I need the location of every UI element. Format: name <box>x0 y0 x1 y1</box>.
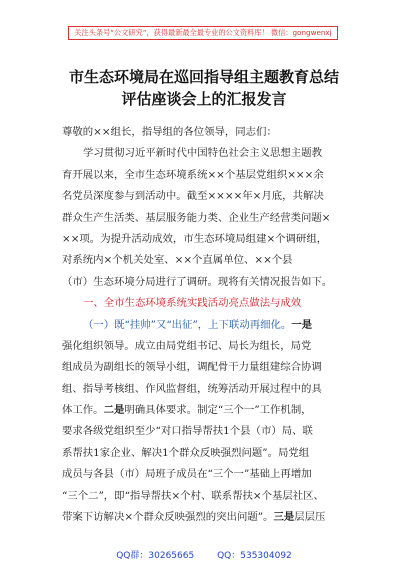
para2-line <box>62 507 354 528</box>
para2-text: 要求各级党组织至少“对口指导帮扶1个县（市）局、联 <box>62 425 313 438</box>
para2-line <box>62 336 354 357</box>
para2-line <box>62 443 354 464</box>
para2-line <box>62 379 354 400</box>
promo-banner: 关注头条号“公文研究”，获得最新最全最专业的公文资料库！ 微信：gongwenxj <box>68 26 338 40</box>
qq-number: QQ：535304092 <box>217 551 292 561</box>
para2-line <box>62 464 354 485</box>
point-marker: 三是 <box>273 511 295 524</box>
document-body <box>62 122 354 528</box>
para2-text: 强化组织领导。成立由局党组书记、局长为组长，局党 <box>62 339 312 352</box>
para1-line: 学习贯彻习近平新时代中国特色社会主义思想主题教 <box>83 147 322 160</box>
para2-line <box>62 400 354 421</box>
para1-line: 名党员深度参与到活动中。截至××××年×月底，共解决 <box>62 190 324 203</box>
para2-text: 层层压 <box>294 511 326 524</box>
para1-line: ××项。为提升活动成效，市生态环境局组建×个调研组， <box>62 232 328 245</box>
document-title-line-1: 市生态环境局在巡回指导组主题教育总结 <box>68 68 339 86</box>
para2-text: 成员与各县（市）局班子成员在“三个一”基础上再增加 <box>62 468 312 481</box>
para2-text: 明确具体要求。制定“三个一”工作机制， <box>124 404 312 417</box>
section-heading-1: 一、全市生态环境系统实践活动亮点做法与成效 <box>83 297 302 310</box>
contact-footer <box>0 548 408 561</box>
document-title-line-2: 评估座谈会上的汇报发言 <box>121 90 287 108</box>
point-marker: 一是 <box>291 318 313 331</box>
point-marker: 二是 <box>103 404 125 417</box>
para2-text: 组成员为副组长的领导小组，调配骨干力量组建综合协调 <box>62 361 322 374</box>
para2-text: 组、指导考核组、作风监督组，统筹活动开展过程中的具 <box>62 382 322 395</box>
qq-group: QQ群：30265665 <box>116 551 195 561</box>
para2-line <box>62 357 354 378</box>
subsection-title: （一）既“挂帅”又“出征”，上下联动再细化。 <box>83 318 292 331</box>
para2-text: “三个二”，即“指导帮扶×个村、联系帮扶×个基层社区、 <box>62 489 324 502</box>
para2-text: 系帮扶1家企业、解决1个群众反映强烈问题”。局党组 <box>62 446 310 459</box>
para1-line: 群众生产生活类、基层服务能力类、企业生产经营类问题× <box>62 211 331 224</box>
para2-line <box>62 421 354 442</box>
salutation: 尊敬的××组长，指导组的各位领导，同志们： <box>62 126 277 138</box>
para2-line <box>62 486 354 507</box>
para2-text: 带案下访解决×个群众反映强烈的突出问题”。 <box>62 511 274 524</box>
para1-line: 育开展以来，全市生态环境系统××个基层党组织×××余 <box>62 168 324 181</box>
para2-text: 体工作。 <box>62 404 104 417</box>
para1-line: 对系统内×个机关处室、××个直属单位、××个县 <box>62 254 293 267</box>
para1-line: （市）生态环境分局进行了调研。现将有关情况报告如下。 <box>62 275 333 288</box>
subsection-heading-1 <box>62 315 354 336</box>
